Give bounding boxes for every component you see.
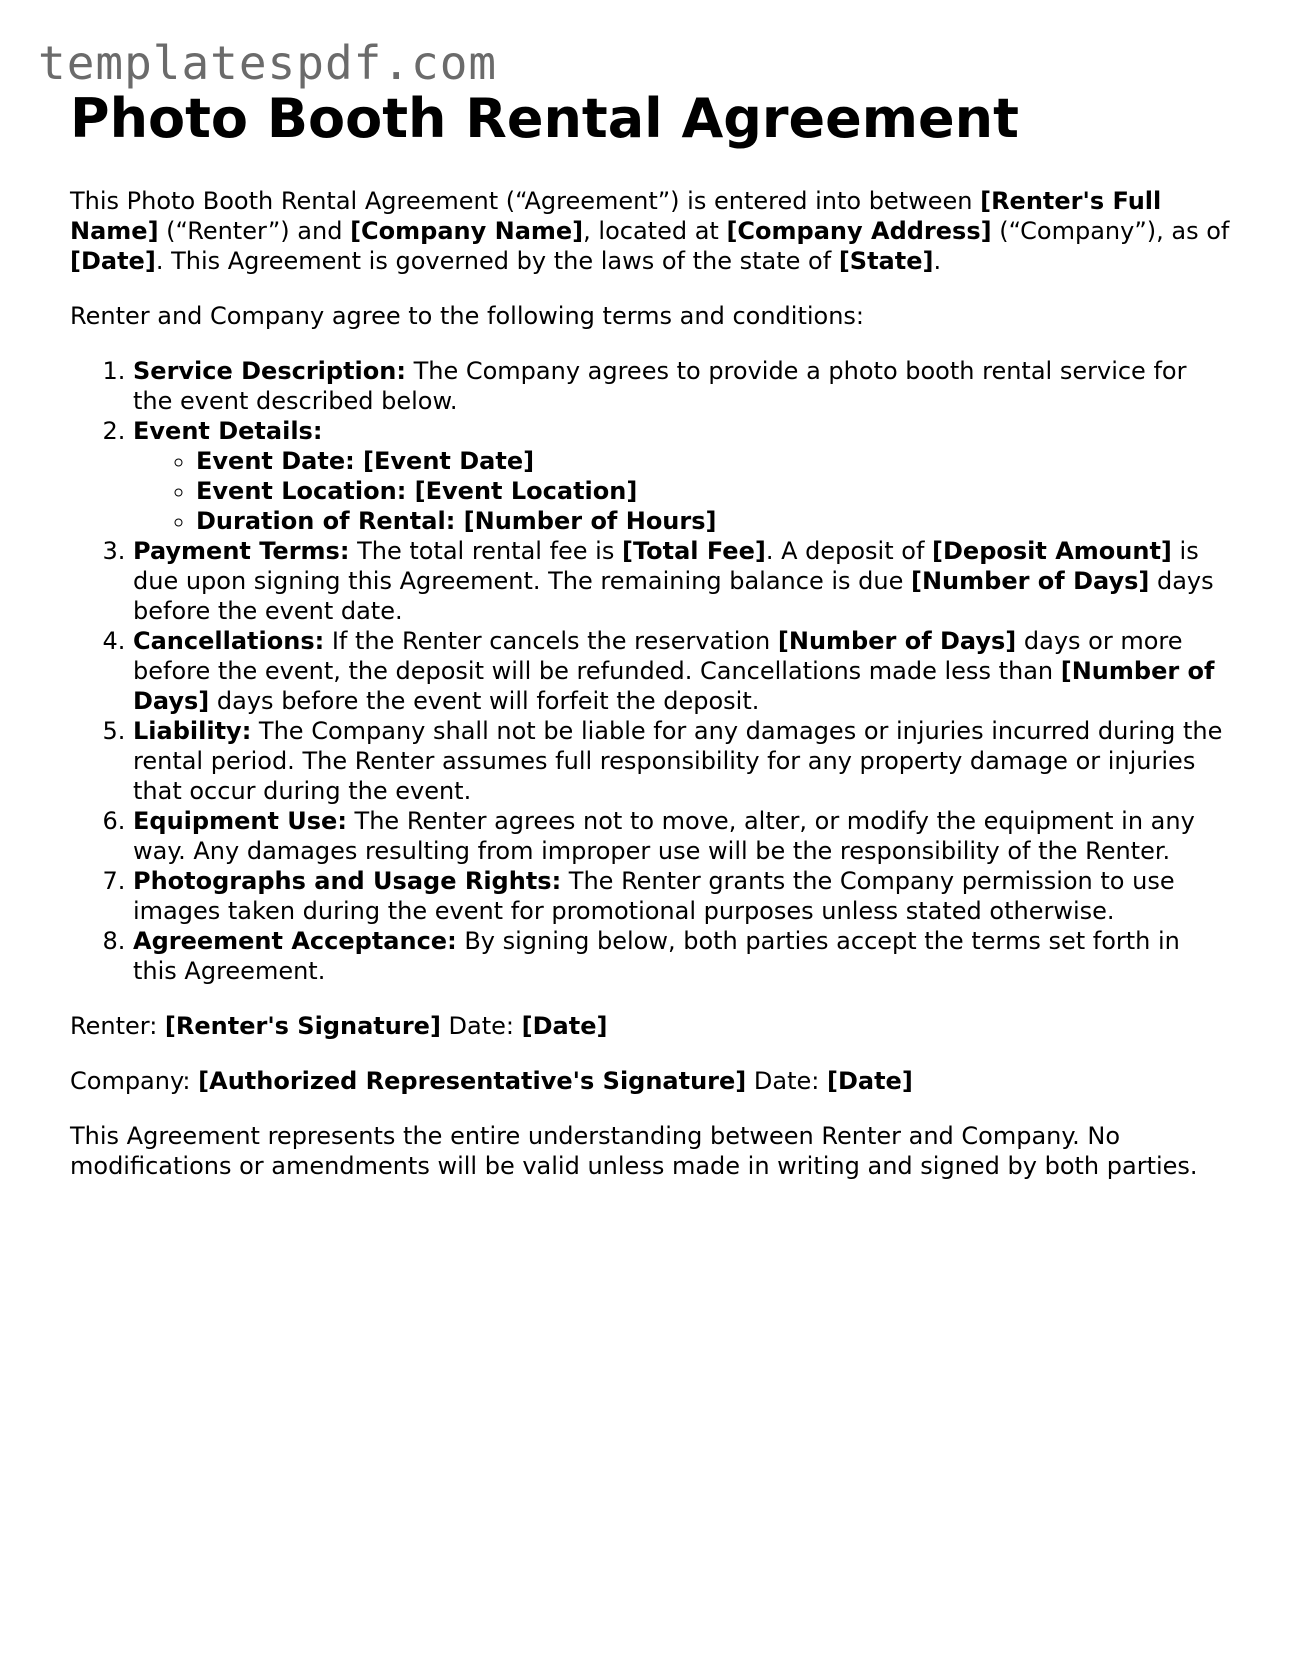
date-placeholder: [Date] bbox=[70, 247, 156, 275]
term-photographs-usage-rights bbox=[133, 866, 1230, 926]
date-label: Date: bbox=[746, 1067, 827, 1095]
term-label: Payment Terms: bbox=[133, 537, 350, 565]
renter-label: Renter: bbox=[70, 1012, 165, 1040]
event-location-item bbox=[196, 476, 1230, 506]
rental-duration-text: Duration of Rental: [Number of Hours] bbox=[196, 507, 717, 535]
term-label: Equipment Use: bbox=[133, 807, 347, 835]
renter-signature-placeholder: [Renter's Signature] bbox=[164, 1012, 441, 1040]
event-details-list bbox=[133, 446, 1230, 536]
event-date-text: Event Date: [Event Date] bbox=[196, 447, 535, 475]
term-service-description bbox=[133, 356, 1230, 416]
number-of-days-placeholder: [Number of Days] bbox=[777, 627, 1017, 655]
term-text: days or more before the event, the deposit will be refunded. Cancellations made less than bbox=[133, 627, 1183, 685]
number-of-days-placeholder: [Number of Days] bbox=[133, 657, 1215, 715]
term-text: days before the event date. bbox=[133, 567, 1214, 625]
term-label: Service Description: bbox=[133, 357, 406, 385]
event-location-text: Event Location: [Event Location] bbox=[196, 477, 638, 505]
company-name-placeholder: [Company Name] bbox=[350, 217, 584, 245]
renter-signature-line bbox=[70, 1011, 1230, 1041]
deposit-amount-placeholder: [Deposit Amount] bbox=[932, 537, 1172, 565]
watermark: templatespdf.com bbox=[38, 36, 498, 90]
intro-text: , located at bbox=[583, 217, 727, 245]
term-text: The total rental fee is bbox=[349, 537, 622, 565]
renter-date-placeholder: [Date] bbox=[521, 1012, 608, 1040]
state-placeholder: [State] bbox=[838, 247, 934, 275]
intro-text: (“Renter”) and bbox=[158, 217, 351, 245]
renter-name-placeholder: [Renter's Full Name] bbox=[70, 187, 1162, 245]
term-text: The Company shall not be liable for any damages or injuries incurred during the rental period. The Renter assumes full responsibility for any property damage or injuries that occur during the event. bbox=[133, 717, 1223, 805]
term-liability bbox=[133, 716, 1230, 806]
event-date-item bbox=[196, 446, 1230, 476]
term-cancellations bbox=[133, 626, 1230, 716]
document bbox=[70, 86, 1230, 1206]
closing-paragraph: This Agreement represents the entire understanding between Renter and Company. No modifications or amendments will be valid unless made in writing and signed by both parties. bbox=[70, 1122, 1198, 1180]
term-text: days before the event will forfeit the deposit. bbox=[209, 687, 760, 715]
date-label: Date: bbox=[440, 1012, 522, 1040]
term-text: is due upon signing this Agreement. The remaining balance is due bbox=[133, 537, 1199, 595]
company-label: Company: bbox=[70, 1067, 199, 1095]
term-text: . A deposit of bbox=[765, 537, 933, 565]
number-of-days-placeholder: [Number of Days] bbox=[910, 567, 1150, 595]
term-label: Cancellations: bbox=[133, 627, 325, 655]
page-title: Photo Booth Rental Agreement bbox=[70, 87, 1019, 150]
term-label: Photographs and Usage Rights: bbox=[133, 867, 562, 895]
company-address-placeholder: [Company Address] bbox=[726, 217, 992, 245]
term-payment-terms bbox=[133, 536, 1230, 626]
term-label: Agreement Acceptance: bbox=[133, 927, 457, 955]
term-text: If the Renter cancels the reservation bbox=[324, 627, 778, 655]
intro-text: . This Agreement is governed by the laws of the state of bbox=[155, 247, 839, 275]
term-agreement-acceptance bbox=[133, 926, 1230, 986]
total-fee-placeholder: [Total Fee] bbox=[621, 537, 766, 565]
term-equipment-use bbox=[133, 806, 1230, 866]
term-event-details bbox=[133, 416, 1230, 536]
term-text: By signing below, both parties accept the terms set forth in this Agreement. bbox=[133, 927, 1180, 985]
intro-text: (“Company”), as of bbox=[991, 217, 1230, 245]
intro-text: This Photo Booth Rental Agreement (“Agreement”) is entered into between bbox=[70, 187, 981, 215]
agree-line: Renter and Company agree to the following terms and conditions: bbox=[70, 302, 865, 330]
company-signature-line bbox=[70, 1066, 1230, 1096]
term-label: Event Details: bbox=[133, 417, 323, 445]
term-text: The Renter agrees not to move, alter, or modify the equipment in any way. Any damages resulting from improper use will be the responsibility of the Renter. bbox=[133, 807, 1195, 865]
rental-duration-item bbox=[196, 506, 1230, 536]
company-signature-placeholder: [Authorized Representative's Signature] bbox=[198, 1067, 747, 1095]
terms-list bbox=[70, 356, 1230, 986]
intro-paragraph bbox=[70, 186, 1230, 276]
term-text: The Renter grants the Company permission to use images taken during the event for promotional purposes unless stated otherwise. bbox=[133, 867, 1175, 925]
company-date-placeholder: [Date] bbox=[826, 1067, 913, 1095]
term-text: The Company agrees to provide a photo booth rental service for the event described below. bbox=[133, 357, 1187, 415]
intro-text: . bbox=[933, 247, 942, 275]
term-label: Liability: bbox=[133, 717, 252, 745]
